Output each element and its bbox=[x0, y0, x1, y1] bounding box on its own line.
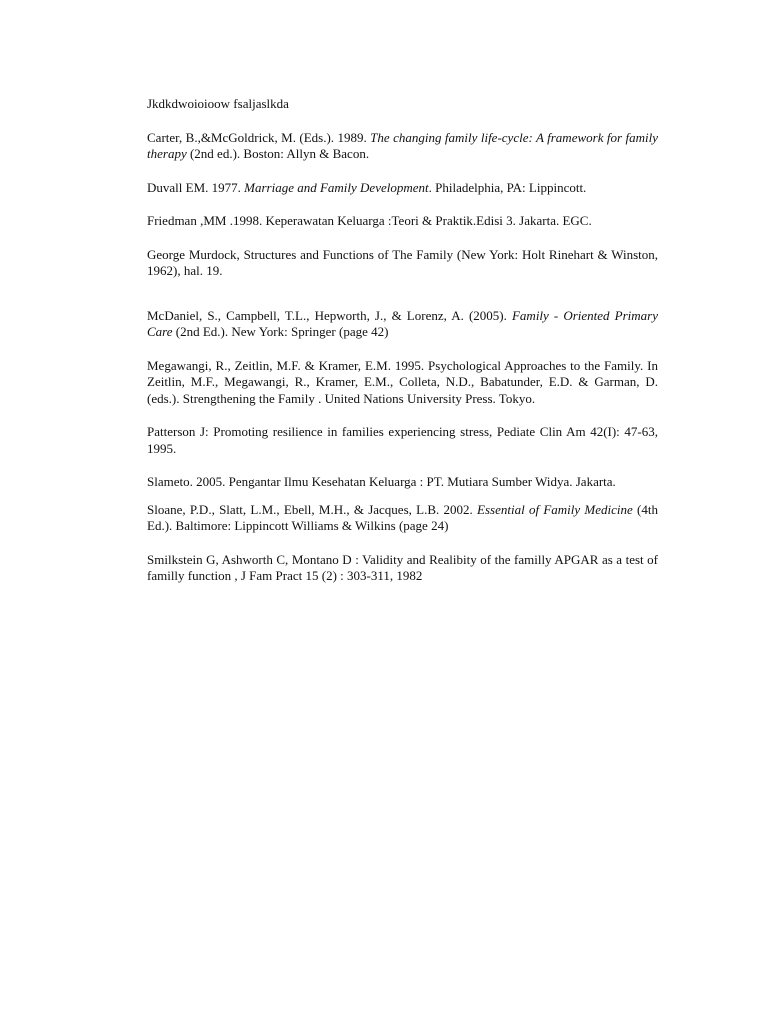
reference-text: Patterson J: Promoting resilience in families experiencing stress, Pediate Clin Am 42(I): 47-63, 1995. bbox=[147, 424, 658, 456]
reference-entry bbox=[147, 474, 658, 491]
reference-title: Family - Oriented Primary Care bbox=[147, 307, 658, 339]
reference-entry bbox=[147, 247, 658, 280]
reference-entry bbox=[147, 552, 658, 585]
reference-text: George Murdock, Structures and Functions of The Family (New York: Holt Rinehart & Winston, 1962), hal. 19. bbox=[147, 246, 658, 278]
reference-title: The changing family life-cycle: A framework for family therapy bbox=[147, 129, 658, 161]
reference-title: Essential of Family Medicine bbox=[477, 501, 633, 517]
reference-entry bbox=[147, 213, 658, 230]
reference-text: Duvall EM. 1977. bbox=[147, 179, 245, 195]
reference-details: (4th Ed.). Baltimore: Lippincott Williams & Wilkins (page 24) bbox=[147, 501, 658, 533]
reference-text: Megawangi, R., Zeitlin, M.F. & Kramer, E.M. 1995. Psychological Approaches to the Family. In Zeitlin, M.F., Megawangi, R., Kramer, E.M., Colleta, N.D., Babatunder, E.D. & Garman, D. (eds.). Strengthening the Family . United Nations University Press. Tokyo. bbox=[147, 357, 658, 406]
reference-text: Sloane, P.D., Slatt, L.M., Ebell, M.H., & Jacques, L.B. 2002. bbox=[147, 501, 478, 517]
reference-list bbox=[147, 96, 658, 602]
reference-entry bbox=[147, 358, 658, 408]
reference-entry bbox=[147, 180, 658, 197]
reference-details: (2nd Ed.). New York: Springer (page 42) bbox=[172, 324, 389, 339]
reference-text: McDaniel, S., Campbell, T.L., Hepworth, J., & Lorenz, A. (2005). bbox=[147, 307, 512, 323]
reference-entry bbox=[147, 308, 658, 341]
reference-title: Marriage and Family Development bbox=[244, 179, 429, 195]
reference-text: Slameto. 2005. Pengantar Ilmu Kesehatan Keluarga : PT. Mutiara Sumber Widya. Jakarta. bbox=[147, 474, 616, 489]
page-heading: Jkdkdwoioioow fsaljaslkda bbox=[147, 96, 289, 111]
reference-details: (2nd ed.). Boston: Allyn & Bacon. bbox=[186, 146, 370, 161]
reference-entry bbox=[147, 502, 658, 535]
reference-text: Carter, B.,&McGoldrick, M. (Eds.). 1989. bbox=[147, 129, 371, 145]
reference-text: Friedman ,MM .1998. Keperawatan Keluarga :Teori & Praktik.Edisi 3. Jakarta. EGC. bbox=[147, 213, 592, 228]
reference-entry bbox=[147, 424, 658, 457]
reference-entry bbox=[147, 130, 658, 163]
reference-text: Smilkstein G, Ashworth C, Montano D : Validity and Realibity of the familly APGAR as a test of familly function , J Fam Pract 15 (2) : 303-311, 1982 bbox=[147, 551, 658, 583]
reference-details: . Philadelphia, PA: Lippincott. bbox=[428, 179, 587, 195]
